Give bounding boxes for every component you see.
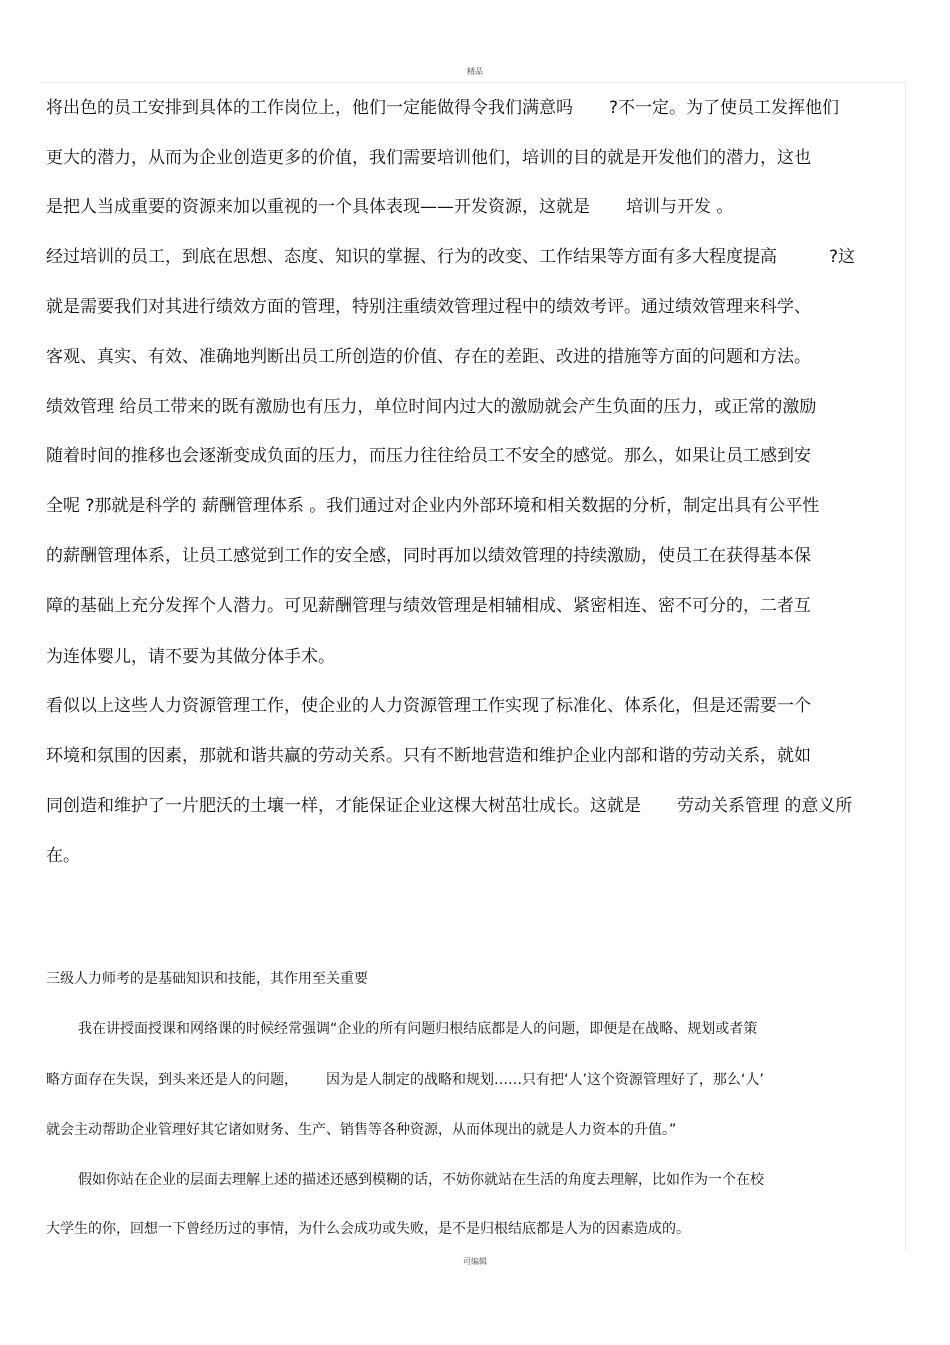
paragraph-1-line-1: 我在讲授面授课和网络课的时候经常强调“企业的所有问题归根结底都是人的问题，即便是在战略、规划或者策 xyxy=(78,1021,758,1037)
text-line-7: 绩效管理 给员工带来的既有激励也有压力，单位时间内过大的激励就会产生负面的压力，或正常的激励 xyxy=(46,397,817,417)
text-line-11: 障的基础上充分发挥个人潜力。可见薪酬管理与绩效管理是相辅相成、紧密相连、密不可分的，二者互 xyxy=(46,596,811,616)
text-line-16: 在。 xyxy=(46,846,80,866)
text-line-15: 同创造和维护了一片肥沃的土壤一样，才能保证企业这棵大树茁壮成长。这就是 劳动关系管理 的意义所 xyxy=(46,796,853,816)
header-rule xyxy=(42,82,906,83)
text-line-3: 是把人当成重要的资源来加以重视的一个具体表现——开发资源，这就是 培训与开发 。 xyxy=(46,197,734,217)
text-line-2: 更大的潜力，从而为企业创造更多的价值，我们需要培训他们，培训的目的就是开发他们的潜力，这也 xyxy=(46,148,811,168)
text-line-1: 将出色的员工安排到具体的工作岗位上，他们一定能做得令我们满意吗 ?不一定。为了使员工发挥他们 xyxy=(46,98,840,118)
right-margin-rule xyxy=(905,82,906,1250)
text-line-6: 客观、真实、有效、准确地判断出员工所创造的价值、存在的差距、改进的措施等方面的问题和方法。 xyxy=(46,347,811,367)
section-heading: 三级人力师考的是基础知识和技能，其作用至关重要 xyxy=(46,971,368,987)
paragraph-1-line-2: 略方面存在失误，到头来还是人的问题， 因为是人制定的战略和规划……只有把‘人’这个资源管理好了，那么‘人’ xyxy=(46,1072,764,1088)
text-line-5: 就是需要我们对其进行绩效方面的管理，特别注重绩效管理过程中的绩效考评。通过绩效管理来科学、 xyxy=(46,297,811,317)
text-line-9: 全呢 ?那就是科学的 薪酬管理体系 。我们通过对企业内外部环境和相关数据的分析，制定出具有公平性 xyxy=(46,496,820,516)
text-line-10: 的薪酬管理体系，让员工感觉到工作的安全感，同时再加以绩效管理的持续激励，使员工在获得基本保 xyxy=(46,546,811,566)
text-line-8: 随着时间的推移也会逐渐变成负面的压力，而压力往往给员工不安全的感觉。那么，如果让员工感到安 xyxy=(46,446,811,466)
paragraph-1-line-3: 就会主动帮助企业管理好其它诸如财务、生产、销售等各种资源，从而体现出的就是人力资本的升值。” xyxy=(46,1122,677,1138)
paragraph-2-line-2: 大学生的你，回想一下曾经历过的事情，为什么会成功或失败，是不是归根结底都是人为的因素造成的。 xyxy=(46,1221,690,1237)
text-line-12: 为连体婴儿，请不要为其做分体手术。 xyxy=(46,647,335,667)
text-line-4: 经过培训的员工，到底在思想、态度、知识的掌握、行为的改变、工作结果等方面有多大程度提高 ?这 xyxy=(46,247,856,267)
text-line-14: 环境和氛围的因素，那就和谐共赢的劳动关系。只有不断地营造和维护企业内部和谐的劳动关系，就如 xyxy=(46,746,811,766)
page-header-mark: 精品 xyxy=(467,67,483,76)
page-footer-mark: 可编辑 xyxy=(463,1257,487,1266)
paragraph-2-line-1: 假如你站在企业的层面去理解上述的描述还感到模糊的话，不妨你就站在生活的角度去理解，比如作为一个在校 xyxy=(78,1172,764,1188)
text-line-13: 看似以上这些人力资源管理工作，使企业的人力资源管理工作实现了标准化、体系化，但是还需要一个 xyxy=(46,696,811,716)
